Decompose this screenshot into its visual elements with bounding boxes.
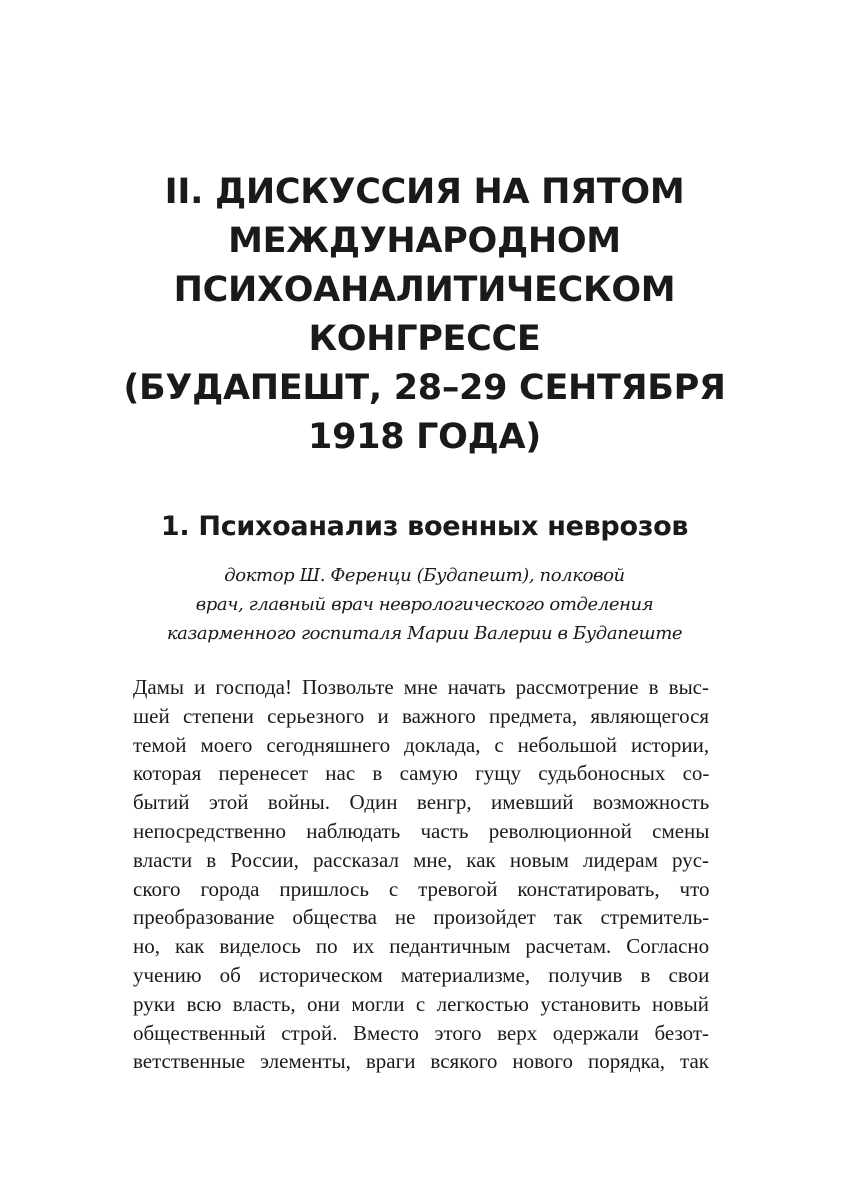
byline-line: казарменного госпиталя Марии Валерии в Будапеште bbox=[166, 623, 683, 644]
chapter-title-line: МЕЖДУНАРОДНОМ bbox=[228, 221, 621, 261]
body-line: преобразование общества не произойдет так стремитель- bbox=[133, 905, 710, 930]
body-line: ского города пришлось с тревогой констатировать, что bbox=[133, 876, 710, 901]
chapter-title-line: (БУДАПЕШТ, 28–29 СЕНТЯБРЯ bbox=[123, 368, 726, 408]
section-title: 1. Психоанализ военных неврозов bbox=[160, 511, 689, 542]
body-line: руки всю власть, они могли с легкостью установить новый bbox=[133, 991, 709, 1016]
body-line: непосредственно наблюдать часть революционной смены bbox=[133, 818, 710, 843]
body-line: общественный строй. Вместо этого верх одержали безот- bbox=[133, 1020, 710, 1045]
body-line: шей степени серьезного и важного предмета, являющегося bbox=[133, 703, 710, 728]
author-byline bbox=[100, 561, 749, 648]
body-line: ветственные элементы, враги всякого нового порядка, так bbox=[133, 1049, 709, 1074]
chapter-title-line: II. ДИСКУССИЯ НА ПЯТОМ bbox=[164, 172, 685, 212]
byline-line: врач, главный врач неврологического отделения bbox=[195, 594, 654, 615]
chapter-title bbox=[100, 168, 749, 462]
body-line: Дамы и господа! Позвольте мне начать рассмотрение в выс- bbox=[133, 675, 709, 699]
body-line: учению об историческом материализме, получив в свои bbox=[133, 962, 710, 987]
body-line: бытий этой войны. Один венгр, имевший возможность bbox=[133, 790, 710, 815]
body-line: темой моего сегодняшнего доклада, с небольшой истории, bbox=[133, 732, 710, 757]
body-line: но, как виделось по их педантичным расчетам. Согласно bbox=[133, 934, 710, 959]
chapter-title-line: 1918 ГОДА) bbox=[308, 417, 541, 457]
chapter-title-line: ПСИХОАНАЛИТИЧЕСКОМ bbox=[173, 270, 676, 310]
chapter-title-line: КОНГРЕССЕ bbox=[308, 319, 541, 359]
body-paragraph bbox=[133, 673, 709, 1076]
body-line: которая перенесет нас в самую гущу судьбоносных со- bbox=[133, 761, 710, 786]
body-line: власти в России, рассказал мне, как новым лидерам рус- bbox=[133, 847, 710, 872]
byline-line: доктор Ш. Ференци (Будапешт), полковой bbox=[224, 565, 625, 586]
